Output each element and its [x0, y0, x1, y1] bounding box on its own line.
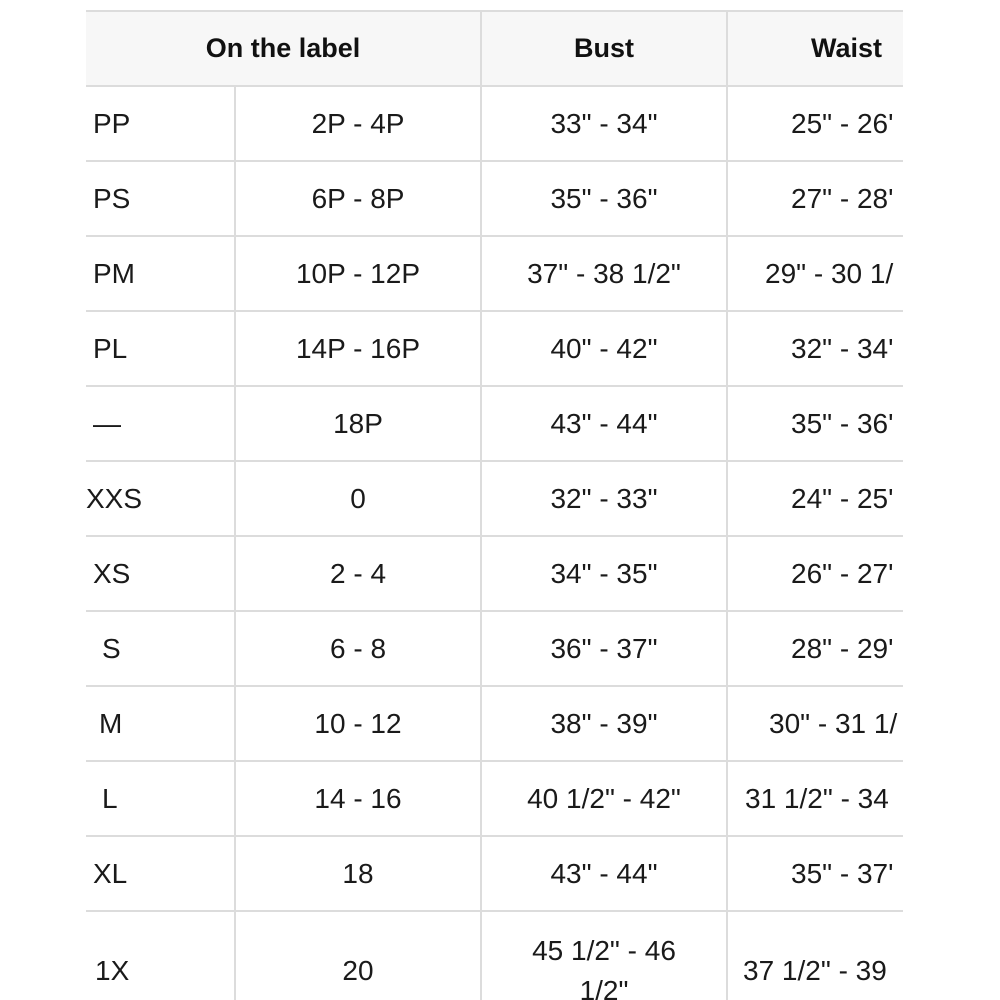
cell-numeric-size: 14P - 16P — [235, 311, 481, 386]
cell-bust: 40" - 42" — [481, 311, 727, 386]
cell-bust: 43" - 44" — [481, 386, 727, 461]
cell-bust: 43" - 44" — [481, 836, 727, 911]
table-body — [86, 86, 903, 1000]
cell-bust: 45 1/2" - 46 1/2" — [481, 911, 727, 1000]
cell-waist: 28" - 29' — [727, 611, 903, 686]
cell-numeric-size: 18 — [235, 836, 481, 911]
header-bust: Bust — [481, 11, 727, 86]
table-row — [86, 836, 903, 911]
cell-alpha-size: S — [86, 611, 235, 686]
cell-bust: 35" - 36" — [481, 161, 727, 236]
cell-numeric-size: 20 — [235, 911, 481, 1000]
cell-bust: 33" - 34" — [481, 86, 727, 161]
table-row — [86, 86, 903, 161]
table-row — [86, 461, 903, 536]
cell-numeric-size: 2P - 4P — [235, 86, 481, 161]
cell-waist: 31 1/2" - 34 — [727, 761, 903, 836]
cell-numeric-size: 18P — [235, 386, 481, 461]
cell-alpha-size: M — [86, 686, 235, 761]
table-row — [86, 911, 903, 1000]
table-row — [86, 236, 903, 311]
cell-waist: 24" - 25' — [727, 461, 903, 536]
cell-alpha-size: PP — [86, 86, 235, 161]
table-row — [86, 611, 903, 686]
cell-waist: 29" - 30 1/ — [727, 236, 903, 311]
header-row — [86, 11, 903, 86]
header-waist: Waist — [727, 11, 903, 86]
table-row — [86, 686, 903, 761]
cell-bust: 36" - 37" — [481, 611, 727, 686]
cell-numeric-size: 10P - 12P — [235, 236, 481, 311]
cell-bust: 38" - 39" — [481, 686, 727, 761]
cell-waist: 26" - 27' — [727, 536, 903, 611]
table-row — [86, 386, 903, 461]
cell-waist: 35" - 37' — [727, 836, 903, 911]
cell-waist: 32" - 34' — [727, 311, 903, 386]
cell-waist: 37 1/2" - 39 — [727, 911, 903, 1000]
cell-waist: 25" - 26' — [727, 86, 903, 161]
cell-alpha-size: PS — [86, 161, 235, 236]
cell-alpha-size: XXS — [86, 461, 235, 536]
cell-numeric-size: 2 - 4 — [235, 536, 481, 611]
size-chart-table — [86, 10, 903, 1000]
cell-numeric-size: 6P - 8P — [235, 161, 481, 236]
table-row — [86, 161, 903, 236]
cell-numeric-size: 10 - 12 — [235, 686, 481, 761]
header-on-the-label: On the label — [86, 11, 481, 86]
cell-alpha-size: XL — [86, 836, 235, 911]
cell-waist: 27" - 28' — [727, 161, 903, 236]
cell-bust: 40 1/2" - 42" — [481, 761, 727, 836]
cell-bust: 34" - 35" — [481, 536, 727, 611]
table-header — [86, 11, 903, 86]
cell-bust: 37" - 38 1/2" — [481, 236, 727, 311]
cell-alpha-size: PL — [86, 311, 235, 386]
cell-alpha-size: XS — [86, 536, 235, 611]
cell-bust: 32" - 33" — [481, 461, 727, 536]
cell-alpha-size: — — [86, 386, 235, 461]
cell-waist: 35" - 36' — [727, 386, 903, 461]
cell-numeric-size: 0 — [235, 461, 481, 536]
cell-waist: 30" - 31 1/ — [727, 686, 903, 761]
cell-alpha-size: L — [86, 761, 235, 836]
cell-alpha-size: 1X — [86, 911, 235, 1000]
cell-numeric-size: 6 - 8 — [235, 611, 481, 686]
table-row — [86, 536, 903, 611]
table-row — [86, 761, 903, 836]
table-row — [86, 311, 903, 386]
cell-numeric-size: 14 - 16 — [235, 761, 481, 836]
cell-alpha-size: PM — [86, 236, 235, 311]
